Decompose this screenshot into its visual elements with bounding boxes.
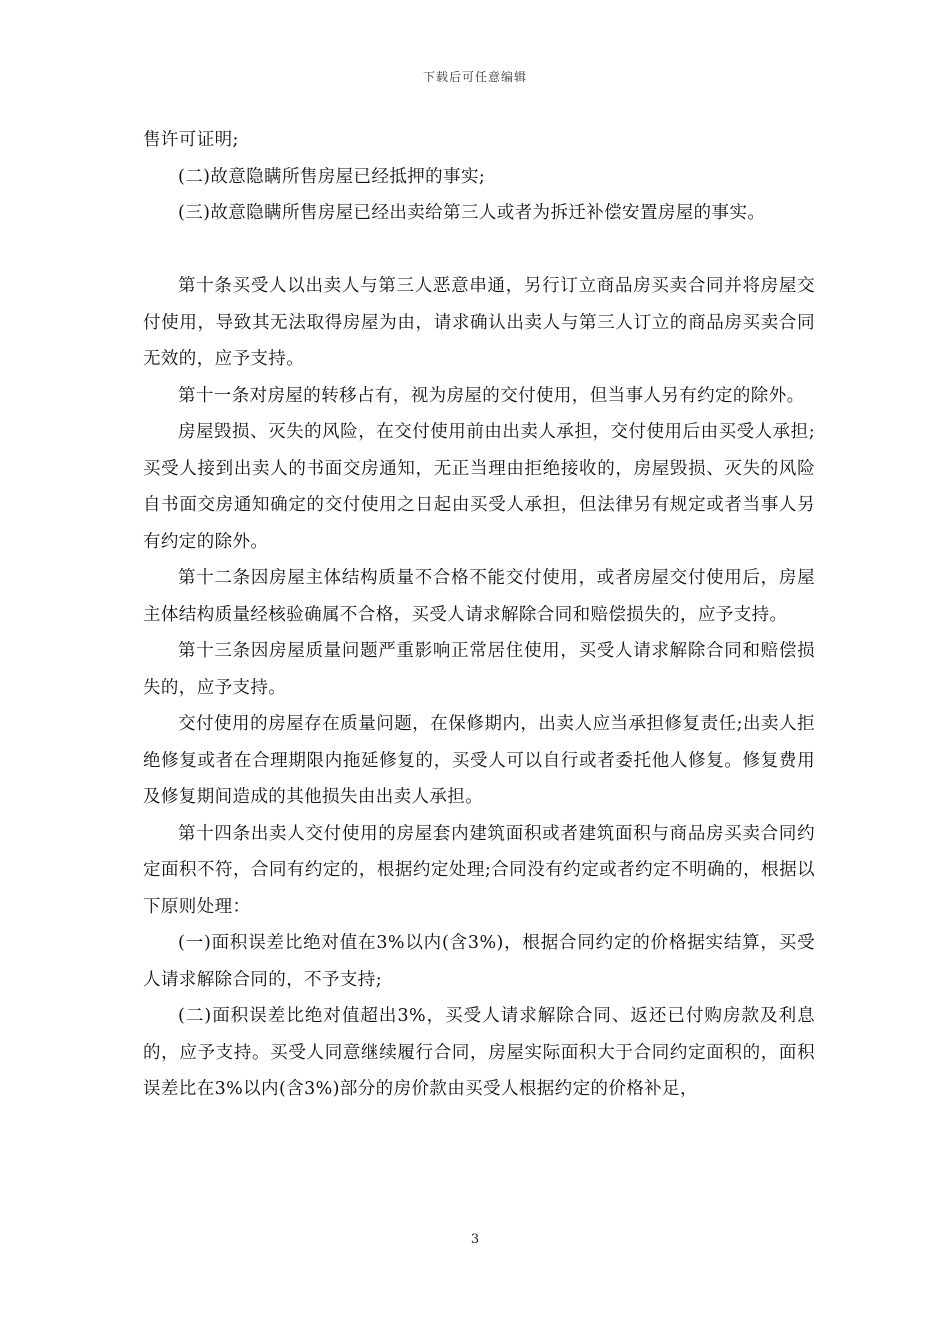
paragraph-risk-transfer: 房屋毁损、灭失的风险，在交付使用前由出卖人承担，交付使用后由买受人承担;买受人接到出卖人的书面交房通知，无正当理由拒绝接收的，房屋毁损、灭失的风险自书面交房通知确定的交付使用之日起由买受人承担，但法律另有规定或者当事人另有约定的除外。 (143, 422, 815, 552)
paragraph-item-2: (二)故意隐瞒所售房屋已经抵押的事实; (178, 166, 486, 187)
paragraph-item-3: (三)故意隐瞒所售房屋已经出卖给第三人或者为拆迁补偿安置房屋的事实。 (178, 203, 766, 223)
document-body (143, 122, 815, 1108)
paragraph-article-12: 第十二条因房屋主体结构质量不合格不能交付使用，或者房屋交付使用后，房屋主体结构质量经核验确属不合格，买受人请求解除合同和赔偿损失的，应予支持。 (143, 568, 815, 625)
paragraph-article-10: 第十条买受人以出卖人与第三人恶意串通，另行订立商品房买卖合同并将房屋交付使用，导致其无法取得房屋为由，请求确认出卖人与第三人订立的商品房买卖合同无效的，应予支持。 (143, 276, 815, 369)
paragraph-article-11: 第十一条对房屋的转移占有，视为房屋的交付使用，但当事人另有约定的除外。 (178, 385, 805, 406)
paragraph-continuation: 售许可证明; (143, 130, 239, 150)
paragraph-spacer (143, 232, 815, 269)
page-number: 3 (470, 1232, 480, 1247)
paragraph-article-14: 第十四条出卖人交付使用的房屋套内建筑面积或者建筑面积与商品房买卖合同约定面积不符，合同有约定的，根据约定处理;合同没有约定或者约定不明确的，根据以下原则处理： (143, 823, 815, 917)
paragraph-area-rule-2: (二)面积误差比绝对值超出3%，买受人请求解除合同、返还已付购房款及利息的，应予支持。买受人同意继续履行合同，房屋实际面积大于合同约定面积的，面积误差比在3%以内(含3%)部分的房价款由买受人根据约定的价格补足， (143, 1006, 815, 1099)
paragraph-area-rule-1: (一)面积误差比绝对值在3%以内(含3%)，根据合同约定的价格据实结算，买受人请求解除合同的，不予支持; (143, 933, 815, 990)
paragraph-warranty-repair: 交付使用的房屋存在质量问题，在保修期内，出卖人应当承担修复责任;出卖人拒绝修复或者在合理期限内拖延修复的，买受人可以自行或者委托他人修复。修复费用及修复期间造成的其他损失由出卖人承担。 (143, 714, 815, 807)
paragraph-article-13: 第十三条因房屋质量问题严重影响正常居住使用，买受人请求解除合同和赔偿损失的，应予支持。 (143, 641, 815, 698)
page-header: 下载后可任意编辑 (422, 70, 527, 84)
